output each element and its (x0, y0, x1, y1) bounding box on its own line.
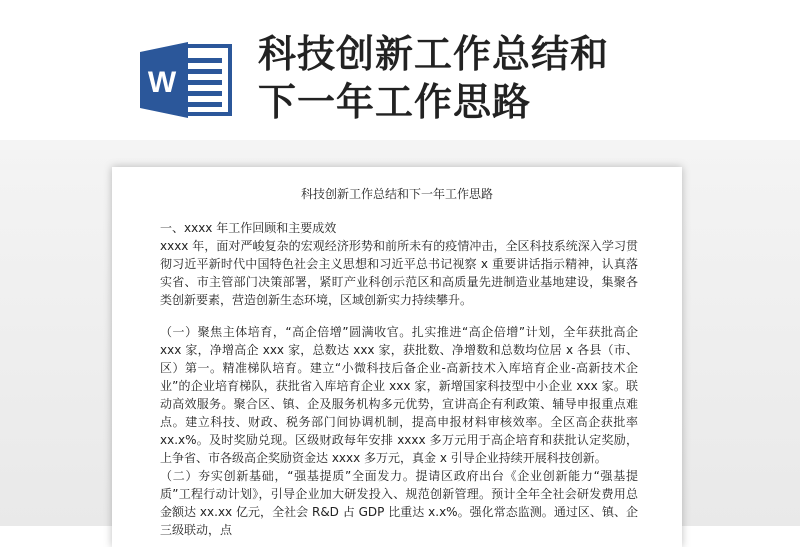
document-body (160, 219, 638, 539)
section-heading: 一、xxxx 年工作回顾和主要成效 (160, 221, 337, 235)
paragraph: （一）聚焦主体培育，“高企倍增”圆满收官。扎实推进“高企倍增”计划，全年获批高企 xxx 家，净增高企 xxx 家，总数达 xxx 家，获批数、净增数和总数均位居 x 各县（市、区）第一。精准梯队培育。建立“小微科技后备企业-高新技术入库培育企业-高新技术企业”的企业培育梯队，获批省入库培育企业 xxx 家，新增国家科技型中小企业 xxx 家。联动高效服务。聚合区、镇、企及服务机构多元优势，宣讲高企有利政策、辅导申报重点难点。建立科技、财政、税务部门间协调机制，提高申报材料审核效率。全区高企获批率 xx.x%。及时奖励兑现。区级财政每年安排 xxxx 多万元用于高企培育和获批认定奖励，上争省、市各级高企奖励资金达 xxxx 多万元，真金 x 引导企业持续开展科技创新。 (160, 325, 638, 465)
page-title: 科技创新工作总结和 下一年工作思路 (258, 32, 610, 124)
paragraph: （二）夯实创新基础，“强基提质”全面发力。提请区政府出台《企业创新能力“强基提质”工程行动计划》，引导企业加大研发投入、规范创新管理。预计全年全社会研发费用总金额达 xx.xx 亿元，全社会 R&D 占 GDP 比重达 x.x%。强化常态监测。通过区、镇、企三级联动，点 (160, 469, 638, 537)
document-title: 科技创新工作总结和下一年工作思路 (300, 187, 493, 201)
paragraph-gap (160, 309, 638, 323)
word-document-icon (140, 42, 232, 118)
document-page (112, 167, 682, 547)
paragraph: xxxx 年，面对严峻复杂的宏观经济形势和前所未有的疫情冲击，全区科技系统深入学习贯彻习近平新时代中国特色社会主义思想和习近平总书记视察 x 重要讲话指示精神，认真落实省、市主管部门决策部署，紧盯产业科创示范区和高质量先进制造业基地建设，集聚各类创新要素，营造创新生态环境，区域创新实力持续攀升。 (160, 239, 638, 307)
hero-banner (0, 0, 800, 150)
word-logo-letter: W (147, 66, 177, 99)
